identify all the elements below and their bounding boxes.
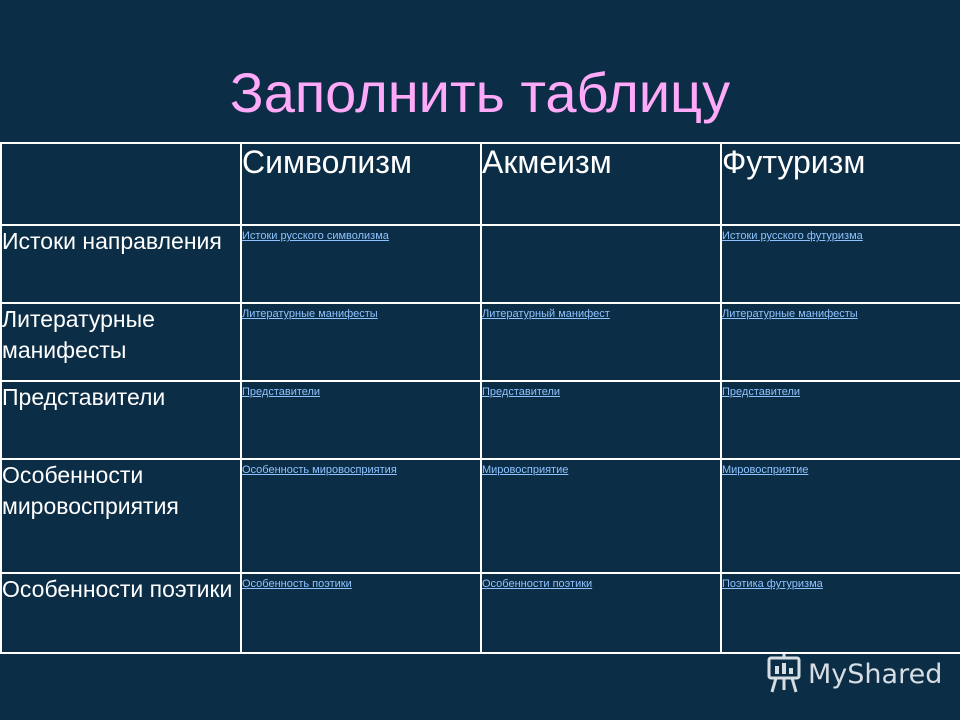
link-symbolism-worldview[interactable]: Особенность мировосприятия	[242, 464, 397, 476]
table-row	[1, 573, 960, 653]
link-futurism-origins[interactable]: Истоки русского футуризма	[722, 230, 863, 242]
table-cell	[241, 381, 481, 459]
row-header-poetics: Особенности поэтики	[1, 573, 241, 653]
presentation-board-icon	[766, 654, 802, 694]
table-row	[1, 459, 960, 573]
column-header-futurism: Футуризм	[721, 143, 960, 225]
table-cell	[241, 303, 481, 381]
table-cell	[241, 459, 481, 573]
comparison-table	[0, 142, 960, 654]
corner-cell	[1, 143, 241, 225]
link-symbolism-origins[interactable]: Истоки русского символизма	[242, 230, 389, 242]
link-futurism-worldview[interactable]: Мировосприятие	[722, 464, 809, 476]
table-row	[1, 225, 960, 303]
row-header-origins: Истоки направления	[1, 225, 241, 303]
link-acmeism-worldview[interactable]: Мировосприятие	[482, 464, 569, 476]
table-row	[1, 381, 960, 459]
column-header-symbolism: Символизм	[241, 143, 481, 225]
link-futurism-poetics[interactable]: Поэтика футуризма	[722, 578, 823, 590]
table-cell	[721, 381, 960, 459]
link-futurism-representatives[interactable]: Представители	[722, 386, 801, 398]
table-cell	[721, 303, 960, 381]
row-header-representatives: Представители	[1, 381, 241, 459]
table-cell	[481, 303, 721, 381]
link-symbolism-representatives[interactable]: Представители	[242, 386, 321, 398]
table-cell	[241, 573, 481, 653]
link-acmeism-poetics[interactable]: Особенности поэтики	[482, 578, 593, 590]
table-row	[1, 303, 960, 381]
link-acmeism-representatives[interactable]: Представители	[482, 386, 561, 398]
link-symbolism-manifestos[interactable]: Литературные манифесты	[242, 308, 378, 320]
table-header-row	[1, 143, 960, 225]
table-cell	[481, 573, 721, 653]
table-cell	[721, 459, 960, 573]
link-acmeism-manifesto[interactable]: Литературный манифест	[482, 308, 610, 320]
link-futurism-manifestos[interactable]: Литературные манифесты	[722, 308, 858, 320]
column-header-acmeism: Акмеизм	[481, 143, 721, 225]
table-cell	[481, 459, 721, 573]
table-cell	[721, 225, 960, 303]
table-cell	[721, 573, 960, 653]
slide-title: Заполнить таблицу	[229, 61, 731, 124]
table-cell	[481, 381, 721, 459]
logo-text: MyShared	[808, 658, 943, 690]
row-header-worldview: Особенности мировосприятия	[1, 459, 241, 573]
table-cell	[241, 225, 481, 303]
myshared-logo[interactable]	[766, 652, 942, 696]
table-cell	[481, 225, 721, 303]
row-header-manifestos: Литературные манифесты	[1, 303, 241, 381]
link-symbolism-poetics[interactable]: Особенность поэтики	[242, 578, 352, 590]
